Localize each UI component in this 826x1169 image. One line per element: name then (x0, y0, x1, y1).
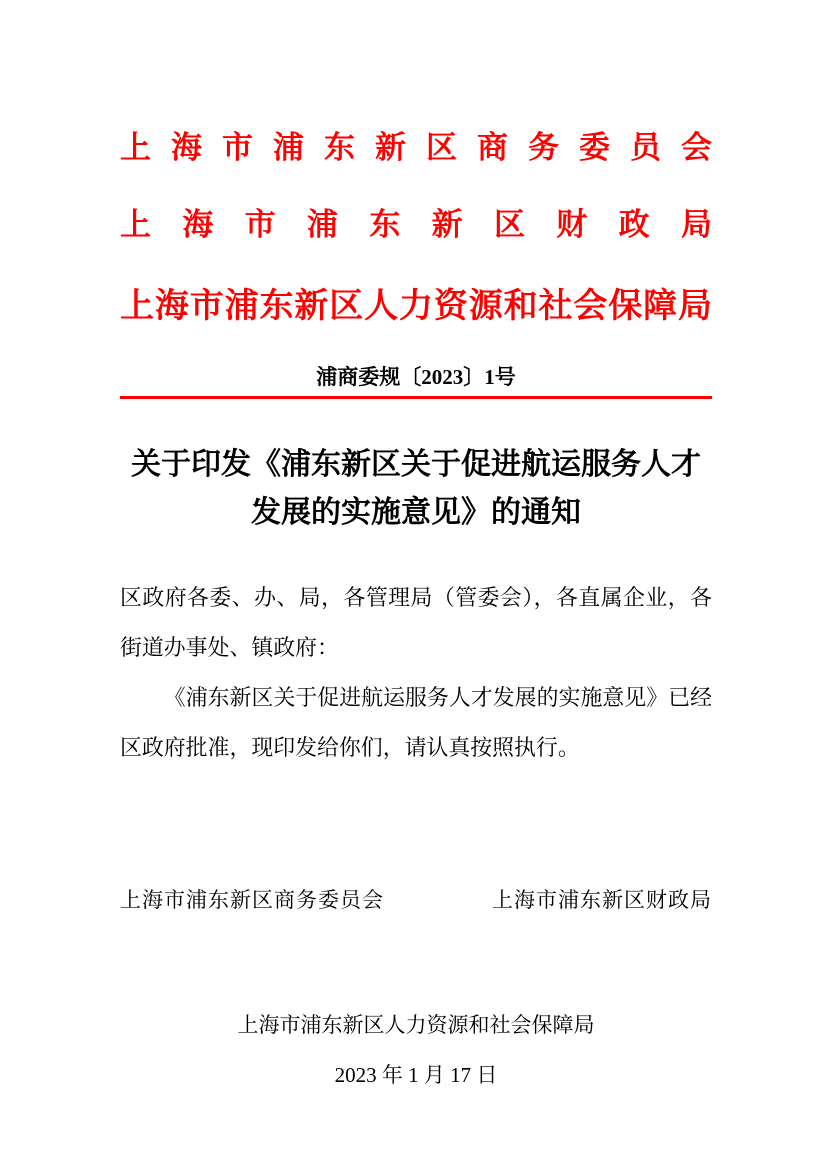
red-separator-rule (120, 396, 712, 399)
signature-commerce-committee: 上海市浦东新区商务委员会 (120, 888, 384, 912)
notice-paragraph: 《浦东新区关于促进航运服务人才发展的实施意见》已经区政府批准，现印发给你们，请认真按照执行。 (120, 685, 712, 760)
document-title-line-1: 关于印发《浦东新区关于促进航运服务人才 (131, 448, 701, 481)
document-date: 2023 年 1 月 17 日 (334, 1063, 498, 1087)
document-body (120, 573, 712, 773)
agency-line-commerce-committee: 上 海 市 浦 东 新 区 商 务 委 员 会 (120, 130, 712, 165)
agency-header-block (120, 122, 712, 327)
document-title (120, 441, 712, 537)
signature-finance-bureau: 上海市浦东新区财政局 (492, 888, 712, 912)
document-content (0, 122, 826, 1087)
addressee-paragraph: 区政府各委、办、局，各管理局（管委会），各直属企业，各街道办事处、镇政府： (120, 585, 712, 660)
agency-line-hr-social-security-bureau: 上 海 市 浦 东 新 区 人 力 资 源 和 社 会 保 障 局 (120, 288, 712, 325)
signature-row (120, 888, 712, 912)
document-number: 浦商委规〔2023〕1号 (316, 365, 516, 389)
signature-hr-social-security-bureau: 上海市浦东新区人力资源和社会保障局 (237, 1013, 595, 1037)
agency-line-finance-bureau: 上 海 市 浦 东 新 区 财 政 局 (120, 207, 712, 242)
document-title-line-2: 发展的实施意见》的通知 (251, 496, 581, 529)
